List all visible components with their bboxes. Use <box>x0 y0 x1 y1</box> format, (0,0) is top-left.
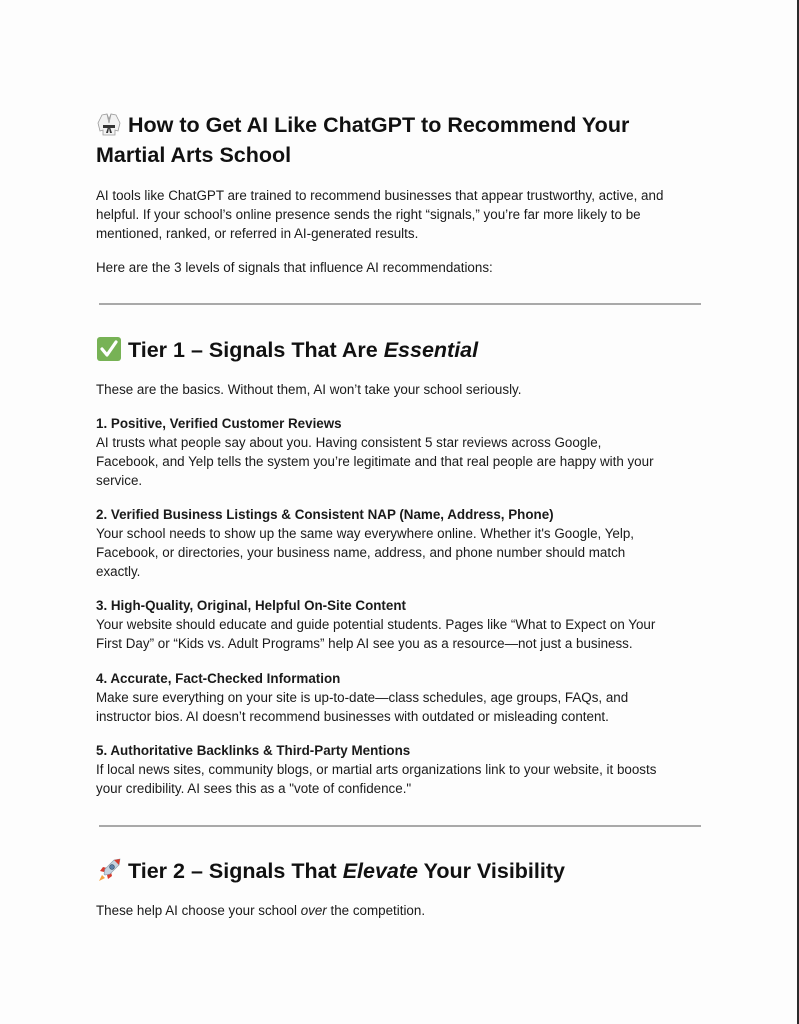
tier-1-item-5-line: If local news sites, community blogs, or martial arts organizations link to your website, it boosts <box>96 762 657 777</box>
tier-1-item-2-title: 2. Verified Business Listings & Consistent NAP (Name, Address, Phone) <box>96 507 554 522</box>
rocket-icon <box>96 857 122 883</box>
tier-2-intro-text: These help AI choose your school <box>96 903 301 918</box>
tier-1-item-4-line: instructor bios. AI doesn’t recommend businesses with outdated or misleading content. <box>96 709 609 724</box>
tier-1-heading <box>96 336 478 364</box>
tier-2-heading-suffix: Your Visibility <box>418 859 565 883</box>
intro-line-3: mentioned, ranked, or referred in AI-generated results. <box>96 226 419 241</box>
tier-1-item-4-title: 4. Accurate, Fact-Checked Information <box>96 671 341 686</box>
tier-1-item-3-title: 3. High-Quality, Original, Helpful On-Site Content <box>96 598 406 613</box>
tier-2-intro-suffix: the competition. <box>326 903 426 918</box>
tier-1-item-1-line: Facebook, and Yelp tells the system you’re legitimate and that real people are happy with your <box>96 454 654 469</box>
tier-1-item-2-line: Your school needs to show up the same way everywhere online. Whether it's Google, Yelp, <box>96 526 635 541</box>
tier-1-item-5-line: your credibility. AI sees this as a "vote of confidence." <box>96 781 412 796</box>
tier-2-intro <box>96 901 425 920</box>
tier-1-item-2-line: Facebook, or directories, your business name, address, and phone number should match <box>96 545 626 560</box>
tier-2-heading-text: Tier 2 – Signals That <box>128 859 343 883</box>
tier-1-item-3-line: First Day” or “Kids vs. Adult Programs” help AI see you as a resource—not just a business. <box>96 636 633 651</box>
tier-1-item-5-title: 5. Authoritative Backlinks & Third-Party Mentions <box>96 743 411 758</box>
intro-line-1: AI tools like ChatGPT are trained to recommend businesses that appear trustworthy, active, and <box>96 188 664 203</box>
tier-1-item-3-line: Your website should educate and guide potential students. Pages like “What to Expect on Your <box>96 617 656 632</box>
tier-1-item-2-line: exactly. <box>96 564 141 579</box>
check-mark-button-icon <box>96 336 122 362</box>
tier-1-item-1-line: service. <box>96 473 143 488</box>
tier-1-item-1-title: 1. Positive, Verified Customer Reviews <box>96 416 342 431</box>
tier-1-heading-text: Tier 1 – Signals That Are <box>128 338 384 362</box>
horizontal-rule <box>99 303 701 305</box>
tier-2-intro-emphasis: over <box>300 903 327 918</box>
document-title-line-1 <box>96 111 629 139</box>
horizontal-rule <box>99 825 701 827</box>
tier-1-item-1-line: AI trusts what people say about you. Having consistent 5 star reviews across Google, <box>96 435 602 450</box>
tier-2-heading-emphasis: Elevate <box>342 859 418 883</box>
intro-lead-in: Here are the 3 levels of signals that influence AI recommendations: <box>96 260 493 275</box>
tier-1-item-4-line: Make sure everything on your site is up-to-date—class schedules, age groups, FAQs, and <box>96 690 629 705</box>
title-text-line-1: How to Get AI Like ChatGPT to Recommend Your <box>128 113 630 137</box>
document-title-line-2: Martial Arts School <box>96 143 292 167</box>
tier-1-intro: These are the basics. Without them, AI won’t take your school seriously. <box>96 382 522 397</box>
tier-2-heading <box>96 857 565 885</box>
martial-arts-uniform-icon <box>96 111 122 137</box>
tier-1-heading-emphasis: Essential <box>383 338 479 362</box>
intro-line-2: helpful. If your school’s online presence sends the right “signals,” you’re far more likely to be <box>96 207 641 222</box>
